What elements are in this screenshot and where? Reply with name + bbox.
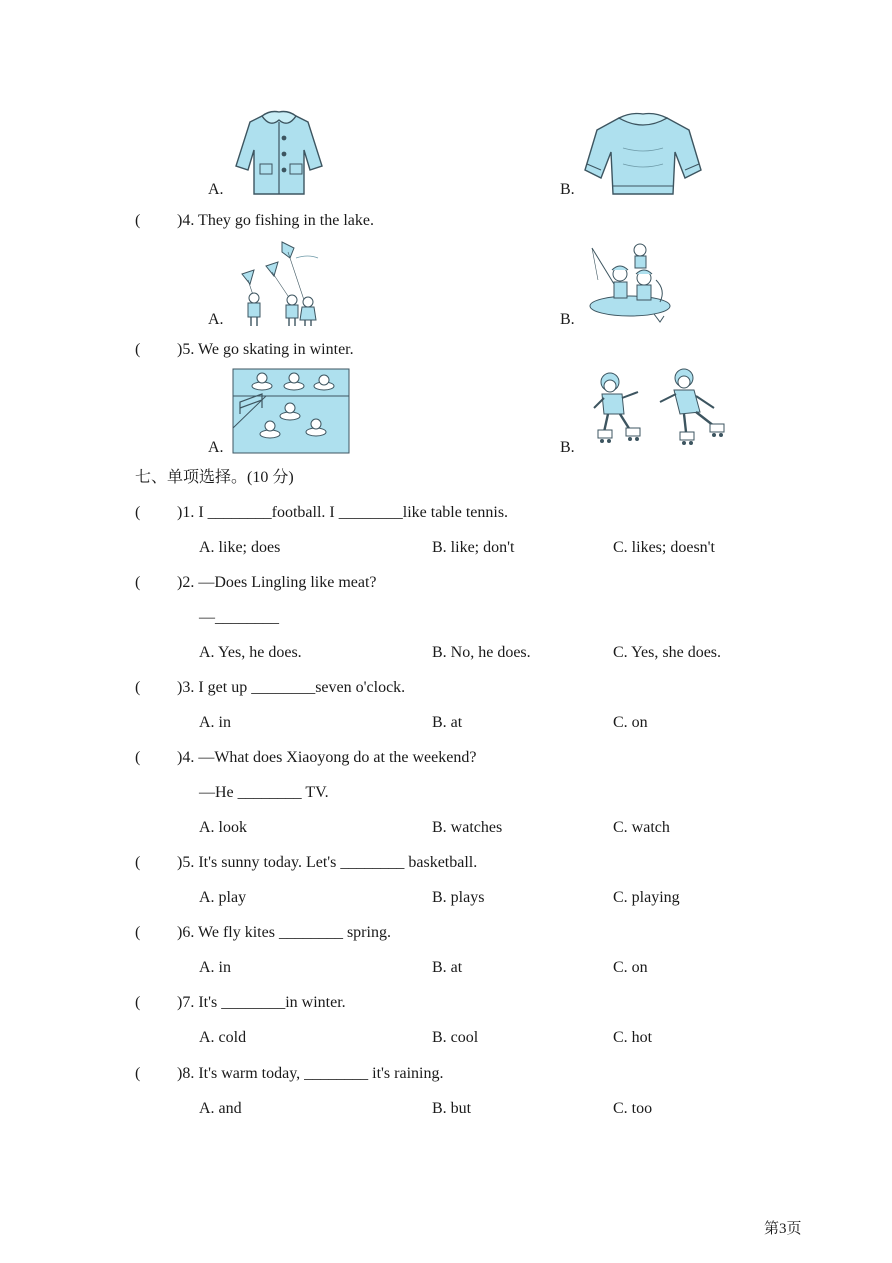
q4-option-b-label: B. xyxy=(560,311,575,328)
dialogue-line: —He ________ TV. xyxy=(199,784,329,801)
roller-skating-illustration xyxy=(590,368,736,454)
option-c: C. on xyxy=(613,959,648,976)
question-stem: )8. It's warm today, ________ it's raining. xyxy=(177,1065,444,1082)
answer-paren: ( xyxy=(135,212,141,229)
option-c: C. Yes, she does. xyxy=(613,644,722,661)
answer-paren: ( xyxy=(135,749,141,766)
answer-paren: ( xyxy=(135,679,141,696)
question-stem: )5. We go skating in winter. xyxy=(177,341,354,358)
question-stem: )5. It's sunny today. Let's ________ basketball. xyxy=(177,854,478,871)
option-b: B. at xyxy=(432,959,463,976)
option-c: C. on xyxy=(613,714,648,731)
answer-paren: ( xyxy=(135,1065,141,1082)
option-a: A. in xyxy=(199,714,231,731)
question-stem: )3. I get up ________seven o'clock. xyxy=(177,679,406,696)
option-b: B. plays xyxy=(432,889,485,906)
q3-option-b-label: B. xyxy=(560,181,575,198)
answer-paren: ( xyxy=(135,341,141,358)
q3-option-a-label: A. xyxy=(208,181,224,198)
coat-illustration xyxy=(232,108,326,198)
option-b: B. cool xyxy=(432,1029,479,1046)
option-a: A. in xyxy=(199,959,231,976)
option-b: B. at xyxy=(432,714,463,731)
option-a: A. look xyxy=(199,819,247,836)
option-b: B. like; don't xyxy=(432,539,515,556)
answer-paren: ( xyxy=(135,854,141,871)
option-b: B. but xyxy=(432,1100,472,1117)
page-number: 第3页 xyxy=(764,1221,802,1237)
q4-option-a-label: A. xyxy=(208,311,224,328)
option-c: C. hot xyxy=(613,1029,653,1046)
option-a: A. and xyxy=(199,1100,242,1117)
question-stem: )4. They go fishing in the lake. xyxy=(177,212,374,229)
swimming-pool-illustration xyxy=(232,368,350,454)
section-heading: 七、单项选择。(10 分) xyxy=(135,469,294,486)
option-c: C. likes; doesn't xyxy=(613,539,715,556)
question-stem: )2. —Does Lingling like meat? xyxy=(177,574,377,591)
option-a: A. like; does xyxy=(199,539,281,556)
q5-option-a-label: A. xyxy=(208,439,224,456)
sweater-illustration xyxy=(583,108,703,200)
question-stem: )6. We fly kites ________ spring. xyxy=(177,924,391,941)
option-a: A. cold xyxy=(199,1029,247,1046)
answer-paren: ( xyxy=(135,994,141,1011)
answer-paren: ( xyxy=(135,924,141,941)
question-stem: )4. —What does Xiaoyong do at the weekend? xyxy=(177,749,477,766)
fishing-illustration xyxy=(584,240,674,324)
question-stem: )1. I ________football. I ________like table tennis. xyxy=(177,504,509,521)
option-a: A. play xyxy=(199,889,247,906)
option-c: C. watch xyxy=(613,819,670,836)
option-c: C. playing xyxy=(613,889,680,906)
dialogue-line: —________ xyxy=(199,609,279,626)
option-b: B. watches xyxy=(432,819,503,836)
q5-option-b-label: B. xyxy=(560,439,575,456)
option-b: B. No, he does. xyxy=(432,644,531,661)
option-c: C. too xyxy=(613,1100,653,1117)
answer-paren: ( xyxy=(135,574,141,591)
question-stem: )7. It's ________in winter. xyxy=(177,994,346,1011)
answer-paren: ( xyxy=(135,504,141,521)
kite-flying-illustration xyxy=(232,240,328,328)
option-a: A. Yes, he does. xyxy=(199,644,302,661)
